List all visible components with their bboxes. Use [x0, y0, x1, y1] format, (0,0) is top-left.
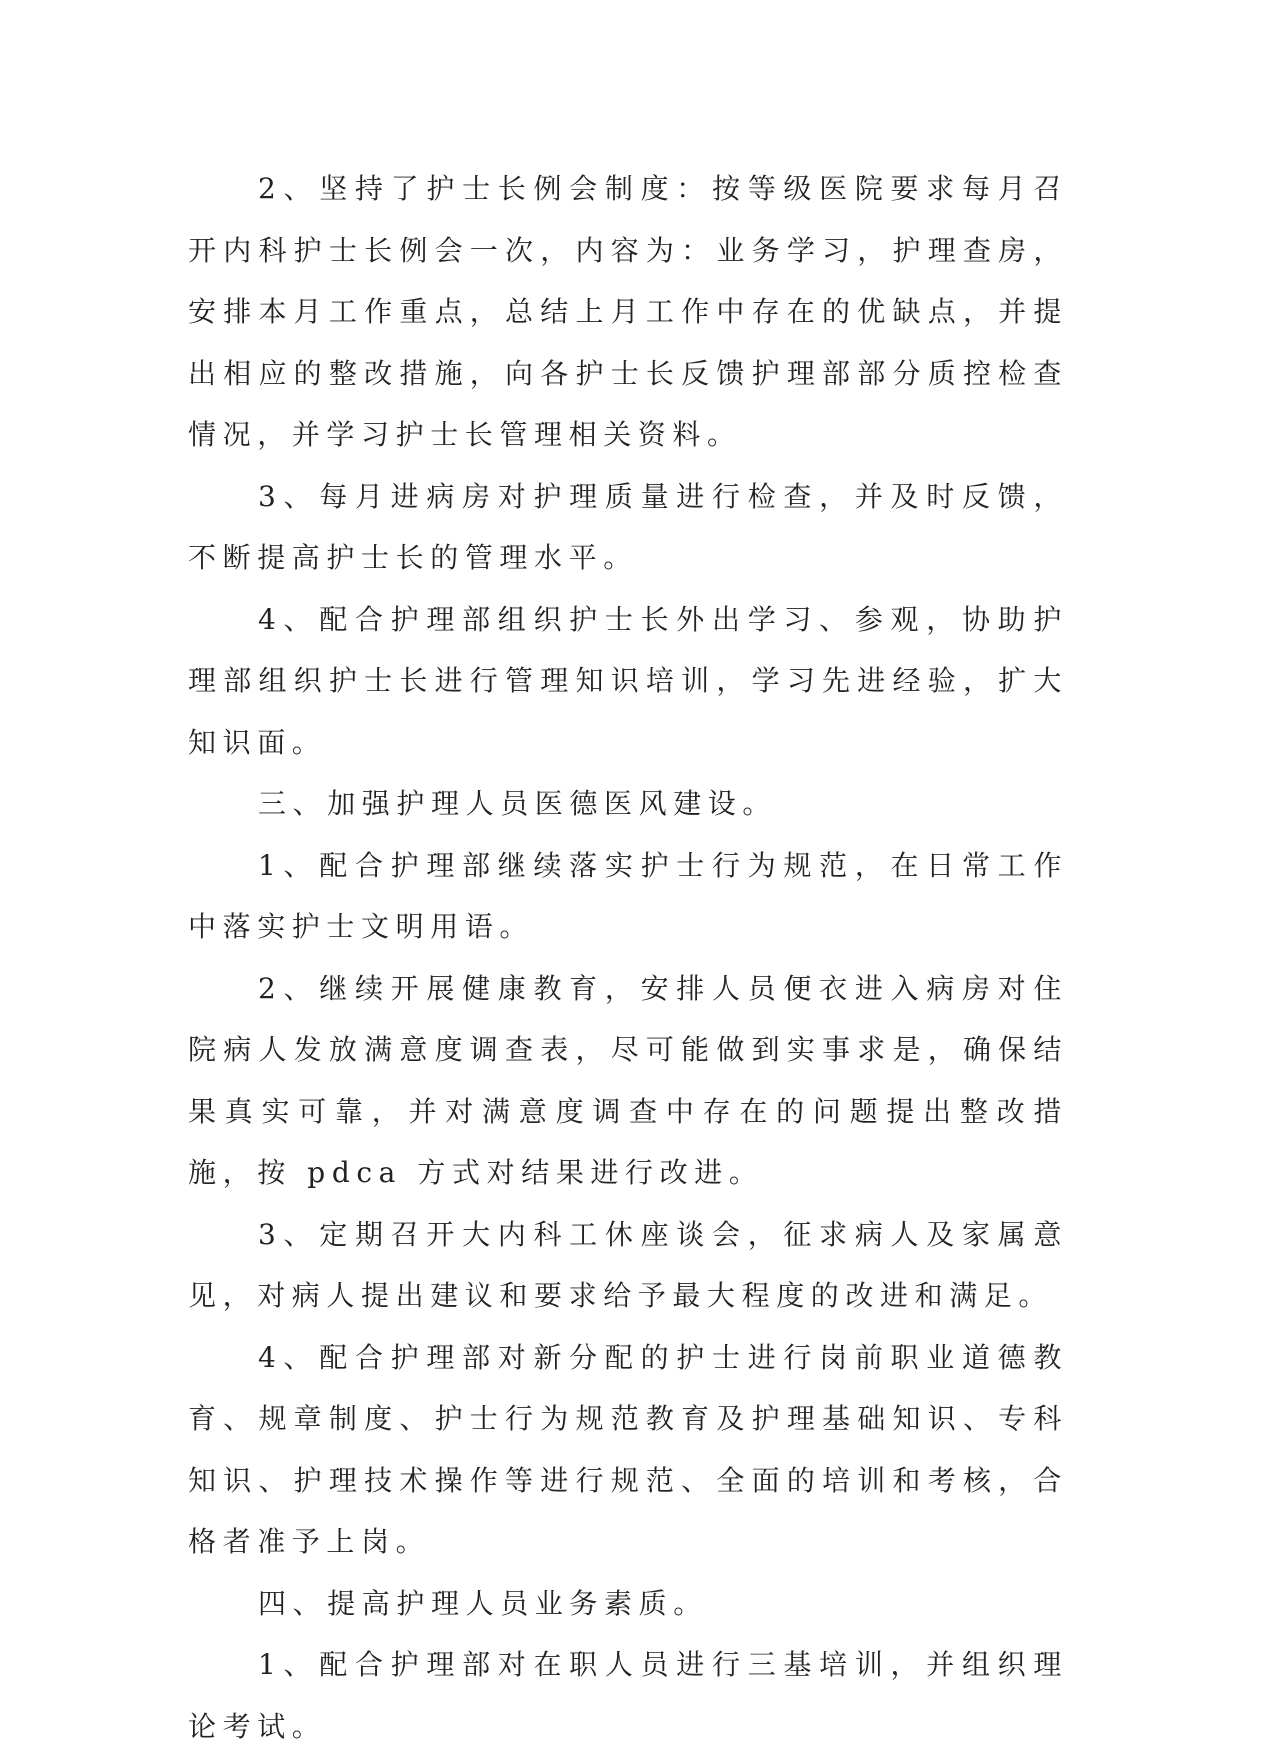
section-heading-four: 四、提高护理人员业务素质。 — [258, 1586, 708, 1620]
paragraph-item-4-study-visits: 4、配合护理部组织护士长外出学习、参观，协助护理部组织护士长进行管理知识培训，学习先进经验，扩大知识面。 — [188, 602, 1068, 759]
paragraph-item-1-basic-training: 1、配合护理部对在职人员进行三基培训，并组织理论考试。 — [188, 1648, 1068, 1743]
paragraph-item-3-patient-forum: 3、定期召开大内科工休座谈会，征求病人及家属意见，对病人提出建议和要求给予最大程度的改进和满足。 — [188, 1217, 1068, 1312]
document-body — [188, 158, 1068, 1757]
section-heading-three: 三、加强护理人员医德医风建设。 — [258, 787, 778, 820]
paragraph-item-4-new-nurse-training: 4、配合护理部对新分配的护士进行岗前职业道德教育、规章制度、护士行为规范教育及护理基础知识、专科知识、护理技术操作等进行规范、全面的培训和考核，合格者准予上岗。 — [188, 1340, 1068, 1558]
paragraph-item-3-ward-inspection: 3、每月进病房对护理质量进行检查，并及时反馈，不断提高护士长的管理水平。 — [188, 479, 1068, 574]
paragraph-item-1-conduct-norms: 1、配合护理部继续落实护士行为规范，在日常工作中落实护士文明用语。 — [188, 848, 1068, 943]
paragraph-item-2-weekly-meeting: 2、坚持了护士长例会制度：按等级医院要求每月召开内科护士长例会一次，内容为：业务学习，护理查房，安排本月工作重点，总结上月工作中存在的优缺点，并提出相应的整改措施，向各护士长反馈护理部部分质控检查情况，并学习护士长管理相关资料。 — [188, 172, 1068, 451]
paragraph-item-2-health-education: 2、继续开展健康教育，安排人员便衣进入病房对住院病人发放满意度调查表，尽可能做到实事求是，确保结果真实可靠，并对满意度调查中存在的问题提出整改措施，按 pdca 方式对结果进行改进。 — [188, 971, 1068, 1189]
